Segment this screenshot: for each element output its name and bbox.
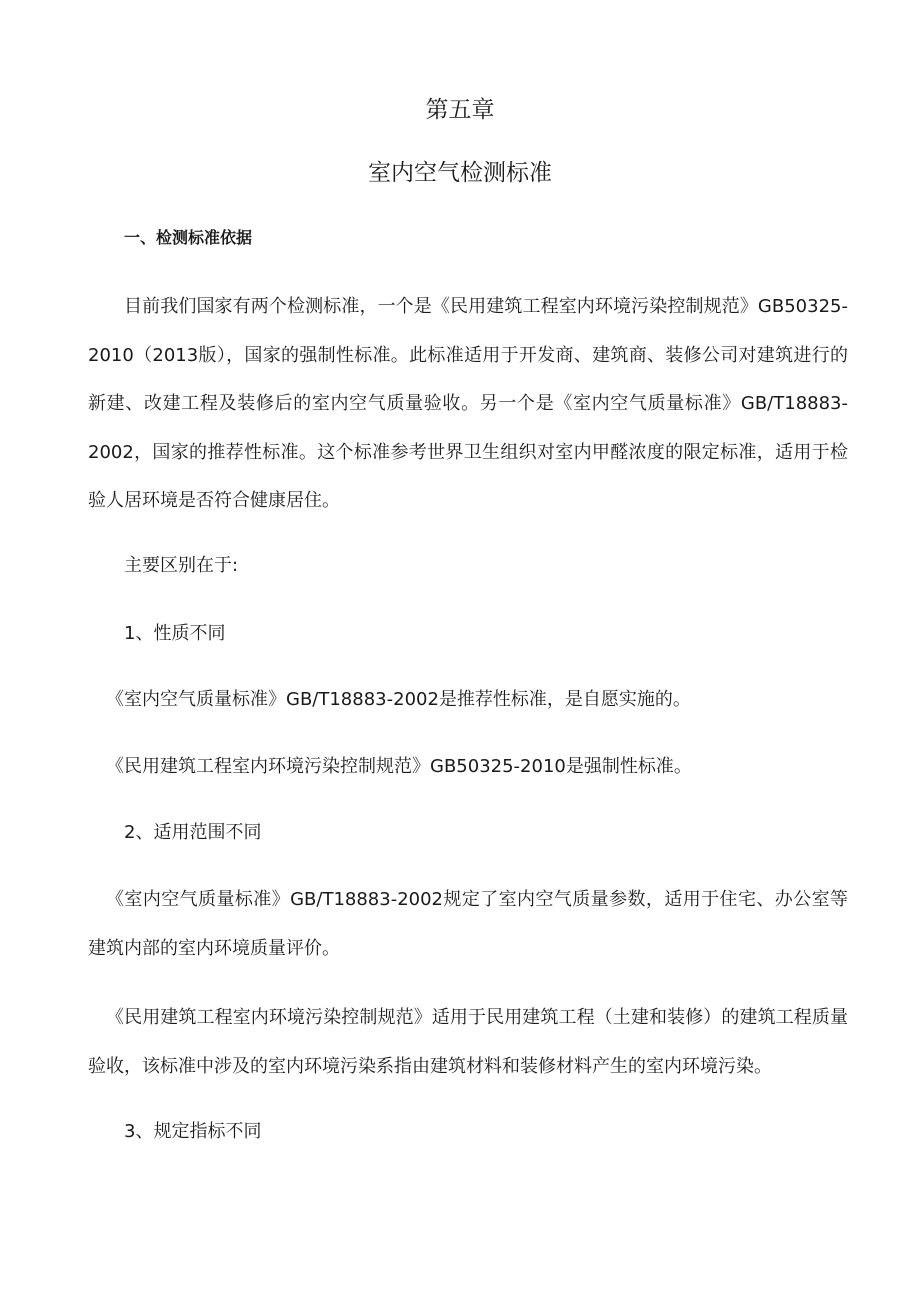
- section-heading: 一、检测标准依据: [124, 228, 253, 247]
- point-1-line-2: 《民用建筑工程室内环境污染控制规范》GB50325-2010是强制性标准。: [106, 756, 692, 777]
- point-3-title: 3、规定指标不同: [124, 1121, 262, 1142]
- chapter-number: 第五章: [425, 97, 495, 123]
- page-title: 室内空气检测标准: [368, 160, 552, 186]
- point-2-paragraph-2: 《民用建筑工程室内环境污染控制规范》适用于民用建筑工程（土建和装修）的建筑工程质量验收，该标准中涉及的室内环境污染系指由建筑材料和装修材料产生的室内环境污染。: [88, 1007, 848, 1077]
- point-2-title: 2、适用范围不同: [124, 822, 262, 843]
- differences-intro: 主要区别在于:: [124, 555, 239, 576]
- intro-paragraph: 目前我们国家有两个检测标准，一个是《民用建筑工程室内环境污染控制规范》GB50325-2010（2013版），国家的强制性标准。此标准适用于开发商、建筑商、装修公司对建筑进行的新建、改建工程及装修后的室内空气质量验收。另一个是《室内空气质量标准》GB/T18883-2002，国家的推荐性标准。这个标准参考世界卫生组织对室内甲醛浓度的限定标准，适用于检验人居环境是否符合健康居住。: [88, 296, 848, 511]
- point-1-line-1: 《室内空气质量标准》GB/T18883-2002是推荐性标准，是自愿实施的。: [106, 689, 691, 710]
- point-2-paragraph-1: 《室内空气质量标准》GB/T18883-2002规定了室内空气质量参数，适用于住宅、办公室等建筑内部的室内环境质量评价。: [88, 889, 848, 959]
- point-1-title: 1、性质不同: [124, 623, 226, 644]
